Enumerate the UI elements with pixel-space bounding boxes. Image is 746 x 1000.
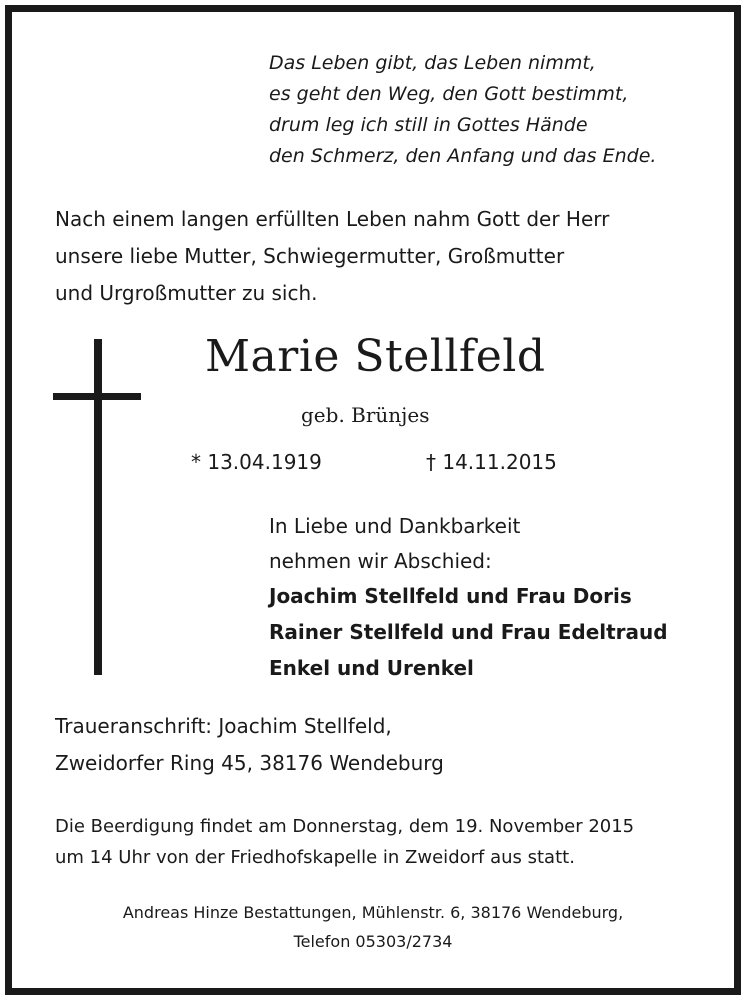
mourner-name: Enkel und Urenkel [269, 656, 474, 680]
funeral-info: um 14 Uhr von der Friedhofskapelle in Zweidorf aus statt. [55, 847, 575, 868]
maiden-name: geb. Brünjes [301, 403, 430, 427]
cross-icon-bar [53, 393, 141, 400]
undertaker-phone: Telefon 05303/2734 [293, 932, 453, 951]
verse-line: drum leg ich still in Gottes Hände [269, 114, 588, 136]
mourner-name: Joachim Stellfeld und Frau Doris [269, 584, 632, 608]
intro-line: unsere liebe Mutter, Schwiegermutter, Großmutter [55, 244, 565, 268]
mourners-intro: nehmen wir Abschied: [269, 549, 492, 573]
intro-line: Nach einem langen erfüllten Leben nahm Gott der Herr [55, 207, 610, 231]
address-line: Zweidorfer Ring 45, 38176 Wendeburg [55, 751, 444, 775]
mourner-name: Rainer Stellfeld und Frau Edeltraud [269, 620, 668, 644]
death-date: † 14.11.2015 [426, 450, 557, 474]
undertaker-info: Andreas Hinze Bestattungen, Mühlenstr. 6, 38176 Wendeburg, [122, 903, 624, 922]
deceased-name: Marie Stellfeld [205, 331, 546, 382]
birth-date: * 13.04.1919 [191, 450, 322, 474]
address-line: Traueranschrift: Joachim Stellfeld, [55, 714, 392, 738]
verse-line: den Schmerz, den Anfang und das Ende. [269, 145, 657, 167]
intro-line: und Urgroßmutter zu sich. [55, 281, 318, 305]
mourners-intro: In Liebe und Dankbarkeit [269, 514, 521, 538]
verse-line: es geht den Weg, den Gott bestimmt, [269, 83, 629, 105]
cross-icon [94, 339, 102, 675]
funeral-info: Die Beerdigung findet am Donnerstag, dem 19. November 2015 [55, 816, 635, 837]
verse-line: Das Leben gibt, das Leben nimmt, [269, 52, 596, 74]
